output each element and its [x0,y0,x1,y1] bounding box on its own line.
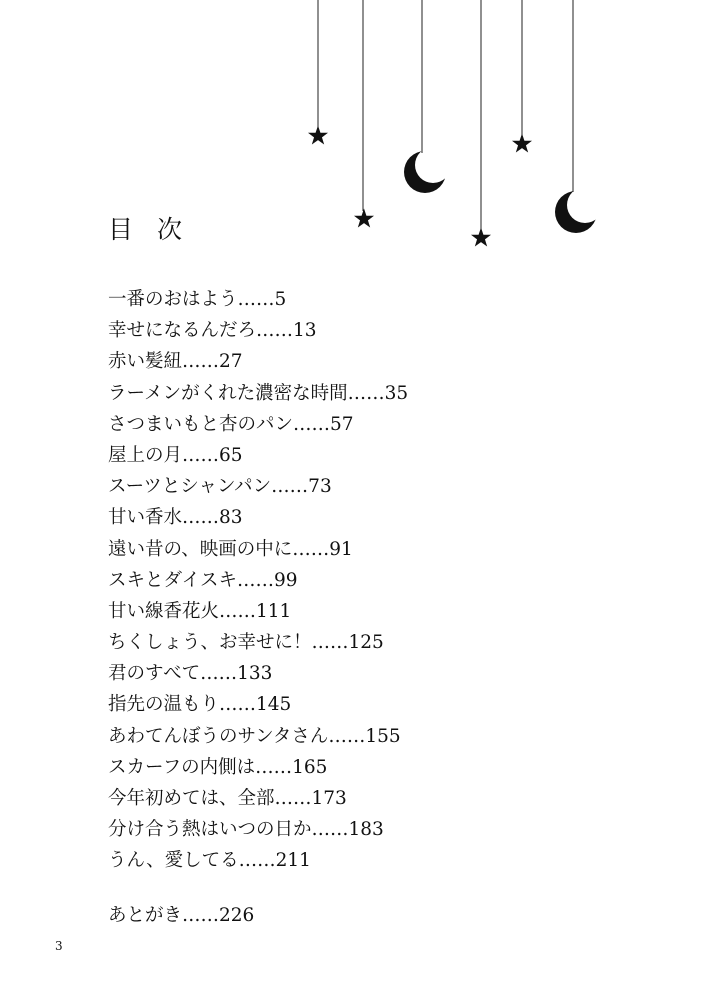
entry-leader: …… [256,320,294,342]
toc-entry[interactable] [108,346,408,377]
entry-page: 133 [237,663,273,685]
toc-entry[interactable] [108,502,408,533]
entry-leader: …… [200,663,238,685]
entry-leader: …… [271,476,309,498]
page-number: 3 [55,939,63,953]
entry-title: 一番のおはよう [108,289,238,310]
entry-leader: …… [292,538,330,560]
toc-entry[interactable] [108,627,408,658]
entry-title: スーツとシャンパン [108,476,272,498]
entry-title: 屋上の月 [108,444,183,466]
entry-title: 今年初めては、全部 [108,788,275,809]
crescent-moon-icon [555,191,597,233]
entry-title: 指先の温もり [108,694,220,716]
entry-leader: …… [182,351,220,373]
toc-entry[interactable] [108,471,408,502]
toc-entry[interactable] [108,565,408,596]
entry-leader: …… [219,600,257,622]
entry-leader: …… [311,819,349,841]
entry-leader: …… [255,756,293,778]
entry-page: 226 [219,905,255,926]
toc-entry[interactable] [108,409,408,440]
entry-page: 57 [330,413,354,435]
toc-entry[interactable] [108,783,408,814]
entry-leader: …… [274,788,312,809]
entry-page: 13 [293,320,317,342]
entry-title: 赤い髪紐 [108,351,183,373]
entry-title: 幸せになるんだろ [108,320,257,342]
crescent-moon-icon [404,151,446,193]
entry-page: 91 [329,538,353,560]
toc-entry[interactable] [108,721,408,752]
entry-title: 遠い昔の、映画の中に [108,538,293,560]
entry-page: 65 [219,444,243,466]
entry-page: 165 [292,756,328,778]
entry-leader: …… [219,694,257,716]
entry-leader: …… [236,569,274,591]
entry-page: 155 [365,725,401,747]
entry-leader: …… [311,632,349,654]
entry-page: 5 [274,289,287,310]
entry-page: 183 [348,819,384,841]
entry-page: 111 [256,600,292,622]
entry-leader: …… [182,444,220,466]
toc-entry[interactable] [108,378,408,409]
entry-title: スキとダイスキ [108,569,237,591]
entry-page: 83 [219,507,243,529]
entry-title: スカーフの内側は [108,756,256,778]
table-of-contents [108,284,408,877]
entry-page: 73 [308,476,332,498]
entry-page: 27 [219,351,243,373]
entry-title: ちくしょう、お幸せに！ [108,632,312,654]
entry-leader: …… [237,289,275,310]
entry-title: ラーメンがくれた濃密な時間 [108,382,348,404]
entry-leader: …… [238,850,276,872]
toc-entry[interactable] [108,658,408,689]
entry-page: 125 [348,632,384,654]
entry-page: 35 [384,382,409,404]
toc-entry[interactable] [108,440,408,471]
toc-entry[interactable] [108,752,408,783]
entry-title: 君のすべて [108,663,201,685]
entry-title: あとがき [108,905,183,926]
entry-page: 99 [273,569,298,591]
afterword-entry[interactable] [108,900,254,931]
toc-entry[interactable] [108,596,408,627]
toc-entry[interactable] [108,814,408,845]
entry-title: 甘い香水 [108,507,183,529]
star-icon [308,126,328,145]
entry-leader: …… [328,725,366,747]
entry-page: 211 [275,850,311,872]
entry-page: 145 [256,694,292,716]
star-icon [471,228,491,247]
toc-entry[interactable] [108,284,408,315]
toc-entry[interactable] [108,315,408,346]
entry-title: あわてんぼうのサンタさん [108,725,329,747]
entry-leader: …… [293,413,331,435]
entry-title: うん、愛してる [108,850,239,872]
star-icon [354,209,374,228]
entry-title: 甘い線香花火 [108,600,220,622]
star-icon [512,134,532,153]
page-title: 目 次 [108,215,183,244]
toc-entry[interactable] [108,845,408,876]
toc-entry[interactable] [108,534,408,565]
entry-title: 分け合う熱はいつの日か [108,819,312,841]
entry-page: 173 [311,788,347,809]
entry-leader: …… [182,905,220,926]
entry-leader: …… [182,507,220,529]
toc-entry[interactable] [108,689,408,720]
entry-title: さつまいもと杏のパン [108,413,294,435]
entry-leader: …… [347,382,385,404]
